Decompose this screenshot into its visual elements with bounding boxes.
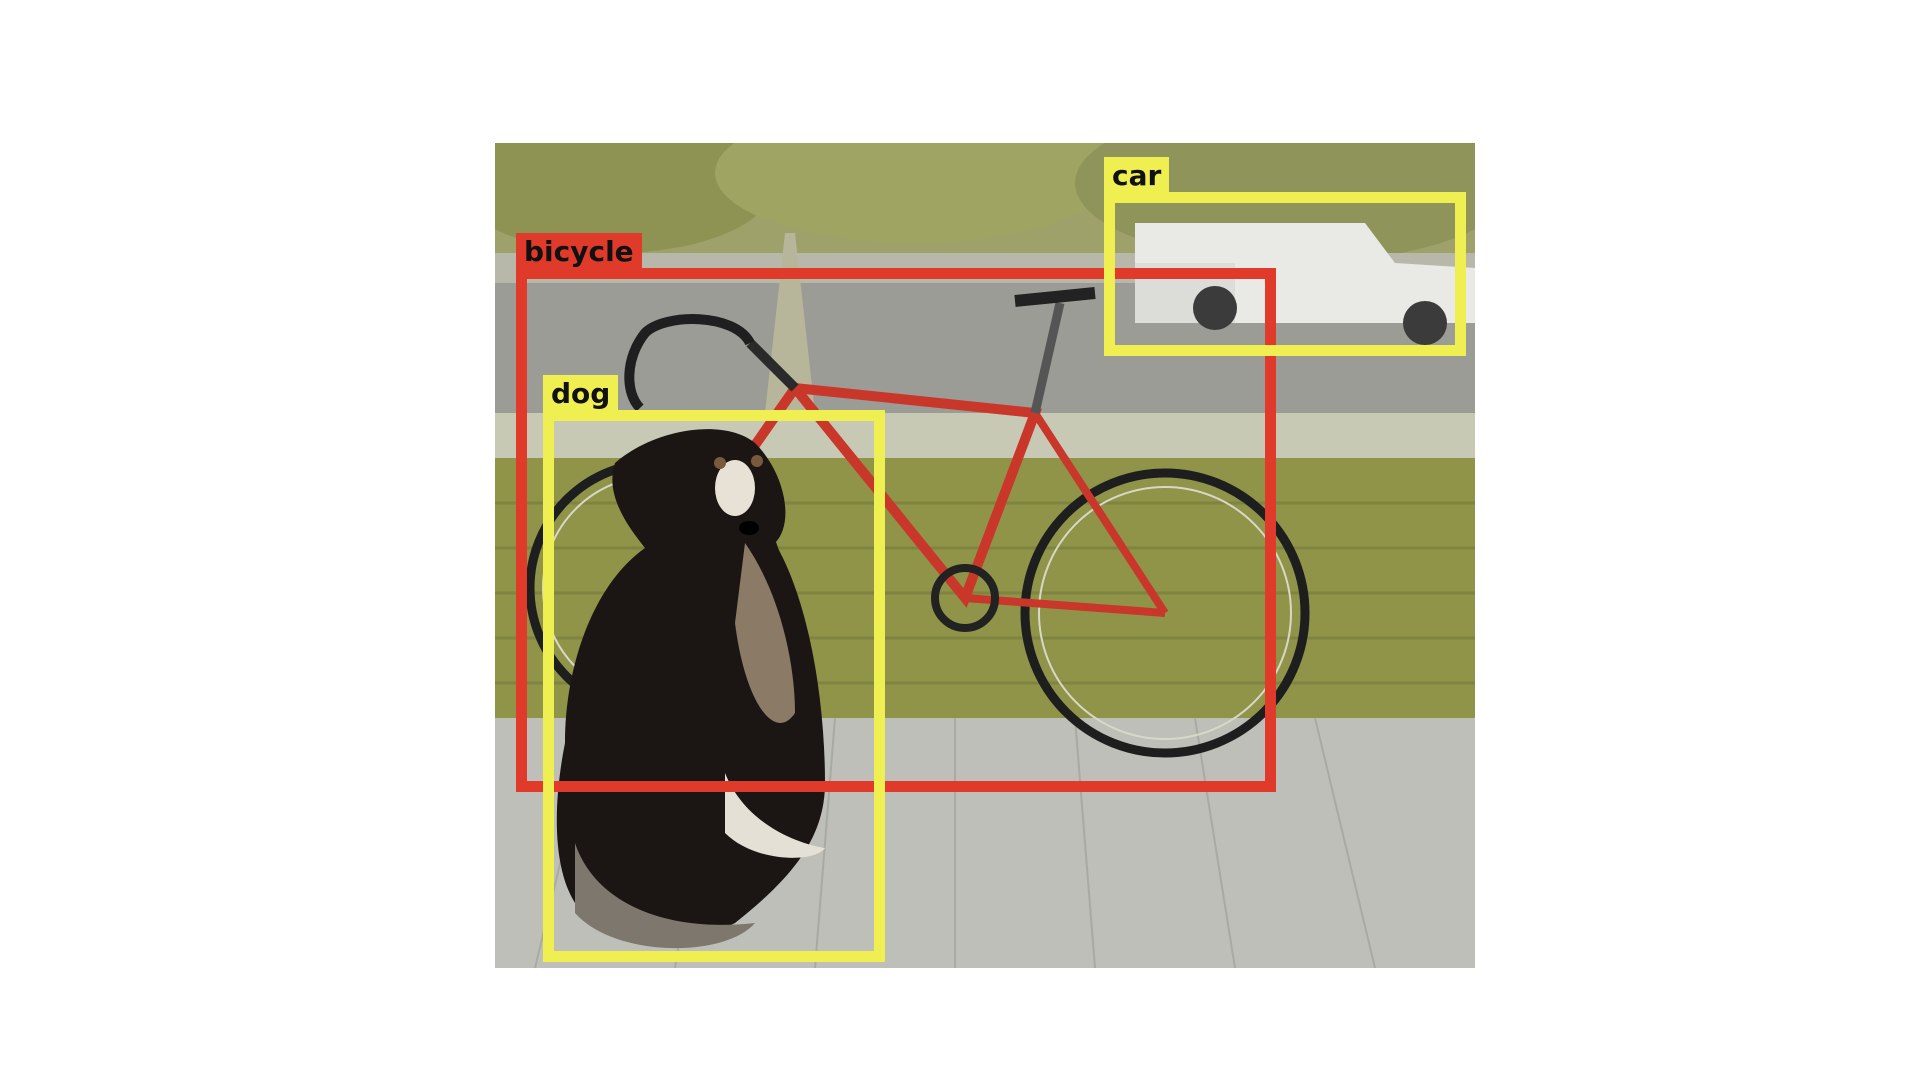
bicycle-label: bicycle: [516, 233, 642, 271]
car-label: car: [1104, 157, 1169, 195]
dog-bounding-box: [543, 410, 885, 962]
dog-label: dog: [543, 375, 618, 413]
car-bounding-box: [1104, 192, 1466, 356]
